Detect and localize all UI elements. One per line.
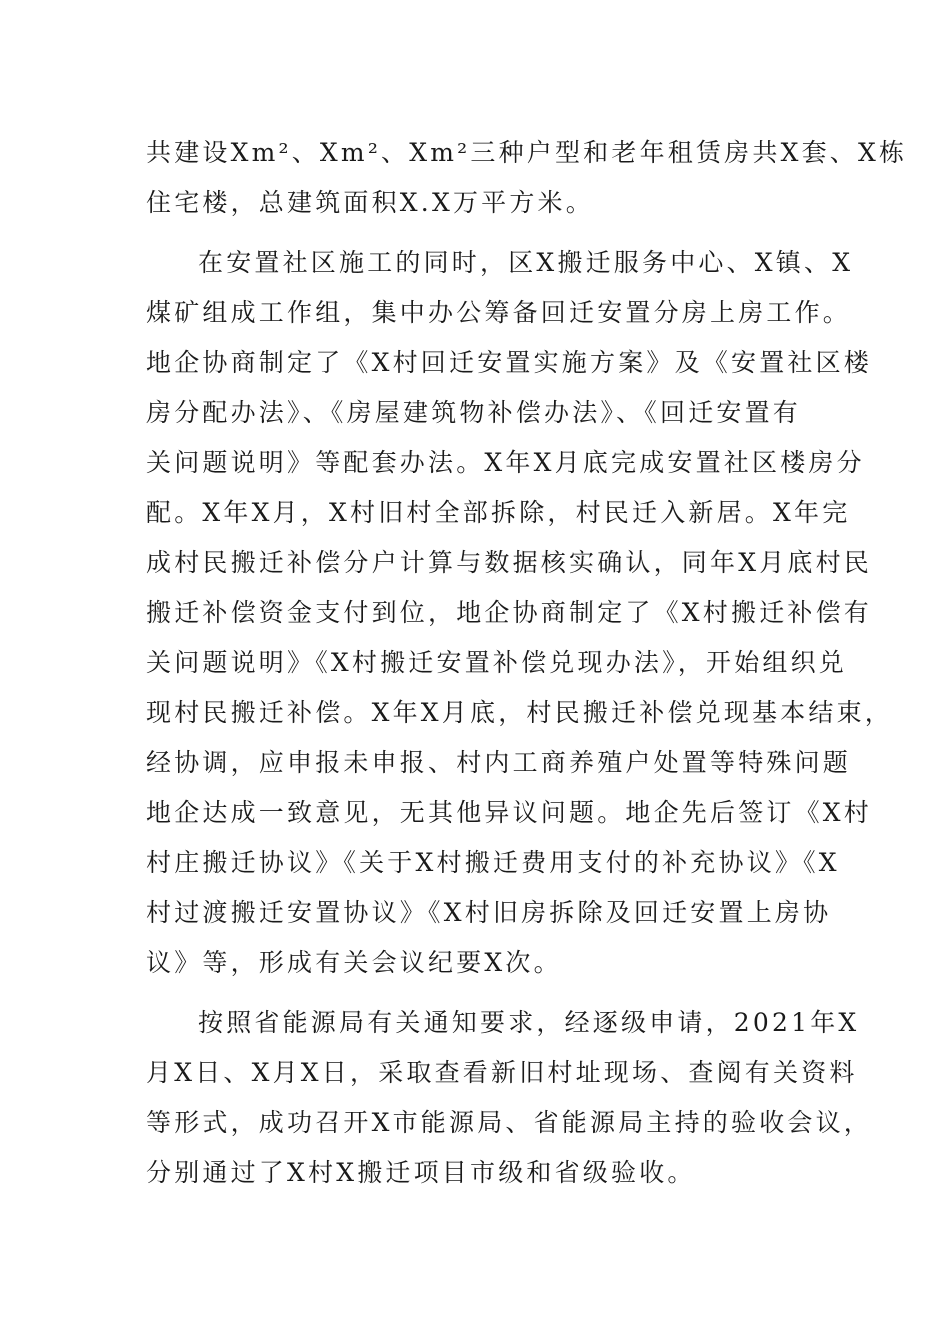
text-line: 配。X年X月，X村旧村全部拆除，村民迁入新居。X年完 bbox=[146, 498, 851, 527]
text-line: 分别通过了X村X搬迁项目市级和省级验收。 bbox=[146, 1158, 696, 1187]
text-line: 现村民搬迁补偿。X年X月底，村民搬迁补偿兑现基本结束， bbox=[146, 698, 893, 727]
text-line: 关问题说明》《X村搬迁安置补偿兑现办法》，开始组织兑 bbox=[146, 648, 848, 677]
text-line: 搬迁补偿资金支付到位，地企协商制定了《X村搬迁补偿有 bbox=[146, 598, 873, 627]
text-line: 煤矿组成工作组，集中办公筹备回迁安置分房上房工作。 bbox=[146, 298, 852, 327]
text-line: 共建设Xm²、Xm²、Xm²三种户型和老年租赁房共X套、X栋 bbox=[146, 138, 908, 167]
paragraph-first-line: 在安置社区施工的同时，区X搬迁服务中心、X镇、X bbox=[198, 248, 854, 277]
text-line: 地企达成一致意见，无其他异议问题。地企先后签订《X村 bbox=[146, 798, 873, 827]
text-line: 村过渡搬迁安置协议》《X村旧房拆除及回迁安置上房协 bbox=[146, 898, 832, 927]
text-line: 经协调，应申报未申报、村内工商养殖户处置等特殊问题 bbox=[146, 748, 852, 777]
paragraph-first-line: 按照省能源局有关通知要求，经逐级申请，2021年X bbox=[198, 1008, 860, 1037]
text-line: 地企协商制定了《X村回迁安置实施方案》及《安置社区楼 bbox=[146, 348, 873, 377]
text-line: 成村民搬迁补偿分户计算与数据核实确认，同年X月底村民 bbox=[146, 548, 873, 577]
text-line: 议》等，形成有关会议纪要X次。 bbox=[146, 948, 562, 977]
text-line: 月X日、X月X日，采取查看新旧村址现场、查阅有关资料 bbox=[146, 1058, 858, 1087]
text-line: 房分配办法》、《房屋建筑物补偿办法》、《回迁安置有 bbox=[146, 398, 802, 427]
text-line: 村庄搬迁协议》《关于X村搬迁费用支付的补充协议》《X bbox=[146, 848, 840, 877]
text-line: 关问题说明》等配套办法。X年X月底完成安置社区楼房分 bbox=[146, 448, 865, 477]
text-line: 住宅楼，总建筑面积X.X万平方米。 bbox=[146, 188, 594, 217]
text-line: 等形式，成功召开X市能源局、省能源局主持的验收会议， bbox=[146, 1108, 873, 1137]
